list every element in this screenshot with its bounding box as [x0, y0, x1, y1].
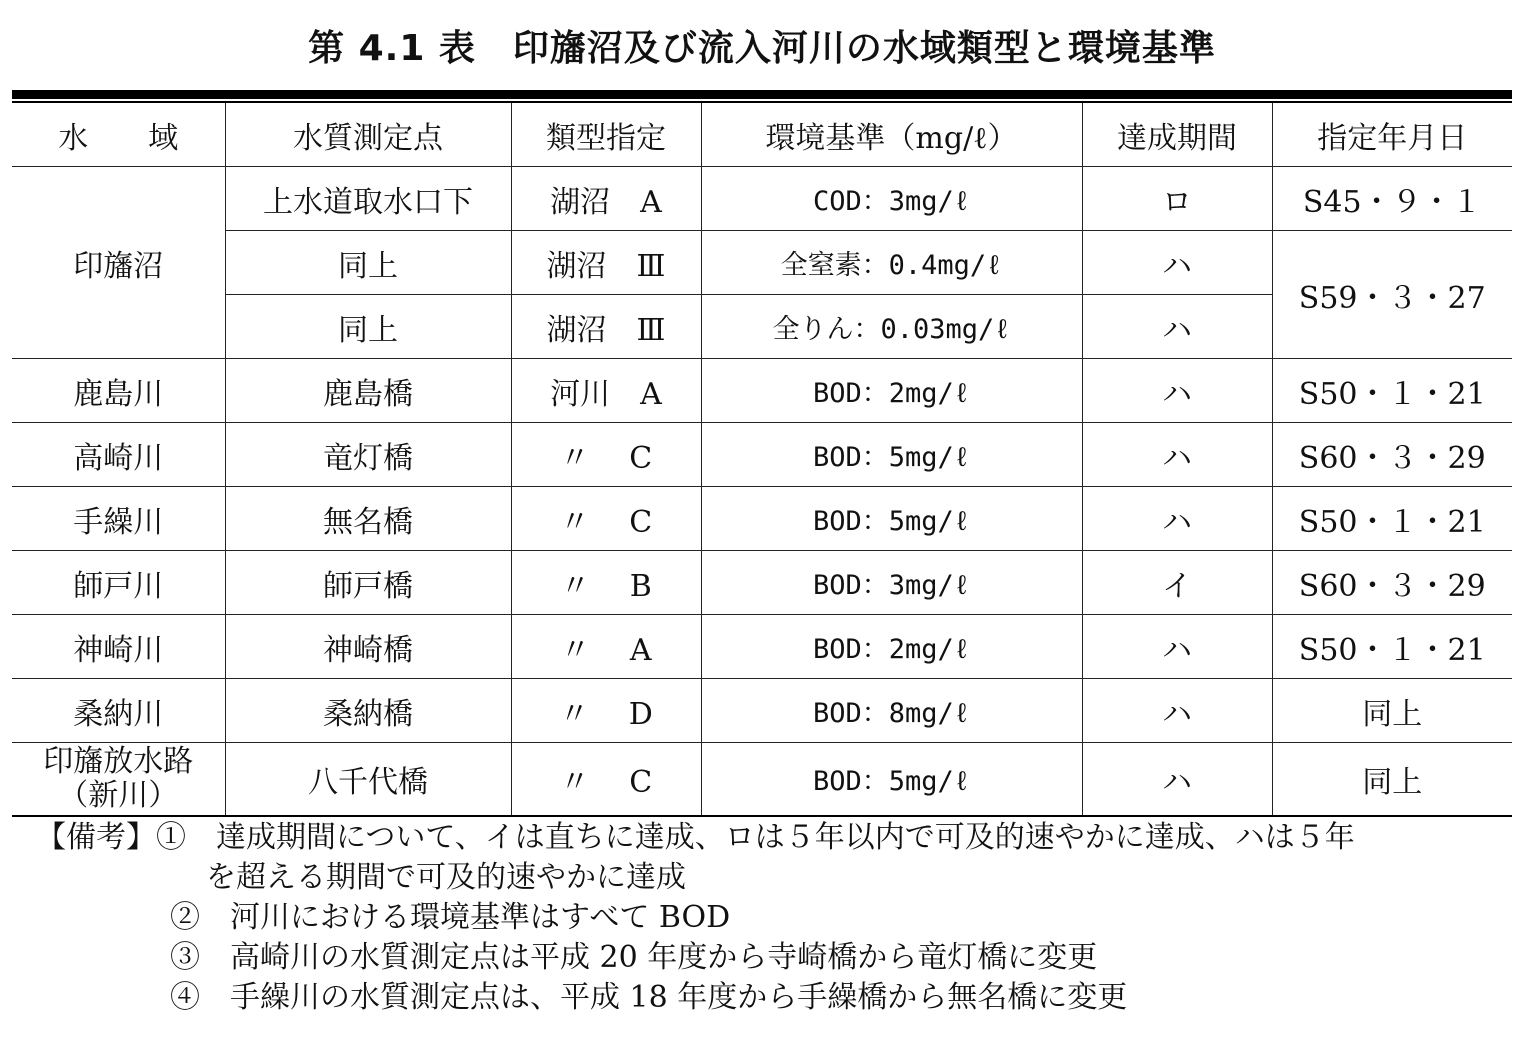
waterbody-cell: 桑納川	[12, 679, 225, 743]
waterbody-cell: 師戸川	[12, 551, 225, 615]
note-1-line-1	[36, 818, 1355, 858]
date-cell: S59・３・27	[1272, 231, 1512, 359]
point-cell: 神崎橋	[225, 615, 511, 679]
water-quality-table	[12, 103, 1512, 817]
waterbody-cell	[12, 743, 225, 817]
standard-cell: BOD：3mg/ℓ	[701, 551, 1082, 615]
point-cell: 同上	[225, 295, 511, 359]
waterbody-line2: （新川）	[58, 778, 179, 813]
note-4: ④ 手繰川の水質測定点は、平成 18 年度から手繰橋から無名橋に変更	[170, 980, 1128, 1015]
header-date: 指定年月日	[1272, 103, 1512, 167]
point-cell: 上水道取水口下	[225, 167, 511, 231]
type-cell: 湖沼 Ⅲ	[511, 231, 701, 295]
header-period: 達成期間	[1082, 103, 1272, 167]
header-type: 類型指定	[511, 103, 701, 167]
type-cell: 〃 C	[511, 743, 701, 817]
type-cell: 〃 A	[511, 615, 701, 679]
table-row	[12, 679, 1512, 743]
note-3: ③ 高崎川の水質測定点は平成 20 年度から寺崎橋から竜灯橋に変更	[170, 940, 1098, 975]
period-cell: ハ	[1082, 231, 1272, 295]
point-cell: 八千代橋	[225, 743, 511, 817]
point-cell: 同上	[225, 231, 511, 295]
period-cell: ハ	[1082, 295, 1272, 359]
note-1-text: ① 達成期間について、イは直ちに達成、ロは５年以内で可及的速やかに達成、ハは５年	[156, 820, 1355, 855]
note-1-line-2: を超える期間で可及的速やかに達成	[206, 860, 686, 895]
period-cell: ハ	[1082, 423, 1272, 487]
date-cell: 同上	[1272, 679, 1512, 743]
date-cell: S60・３・29	[1272, 423, 1512, 487]
table-row	[12, 551, 1512, 615]
waterbody-cell: 印旛沼	[12, 167, 225, 359]
standard-cell: BOD：2mg/ℓ	[701, 615, 1082, 679]
notes-section	[36, 818, 1355, 1018]
date-cell: S50・１・21	[1272, 487, 1512, 551]
point-cell: 桑納橋	[225, 679, 511, 743]
header-standard: 環境基準（mg/ℓ）	[701, 103, 1082, 167]
notes-label: 【備考】	[36, 820, 156, 855]
header-waterbody: 水 域	[12, 103, 225, 167]
note-2: ② 河川における環境基準はすべて BOD	[170, 900, 731, 935]
standard-cell: BOD：2mg/ℓ	[701, 359, 1082, 423]
table-row	[12, 423, 1512, 487]
table-title: 第 4.1 表 印旛沼及び流入河川の水域類型と環境基準	[308, 28, 1216, 69]
date-cell: 同上	[1272, 743, 1512, 817]
waterbody-line1: 印旛放水路	[43, 744, 194, 779]
period-cell: イ	[1082, 551, 1272, 615]
point-cell: 師戸橋	[225, 551, 511, 615]
table-row	[12, 743, 1512, 817]
type-cell: 湖沼 Ⅲ	[511, 295, 701, 359]
standard-cell: BOD：5mg/ℓ	[701, 743, 1082, 817]
waterbody-cell: 高崎川	[12, 423, 225, 487]
point-cell: 鹿島橋	[225, 359, 511, 423]
period-cell: ハ	[1082, 615, 1272, 679]
table-row	[12, 487, 1512, 551]
table-row	[12, 231, 1512, 295]
type-cell: 〃 C	[511, 423, 701, 487]
standard-cell: BOD：8mg/ℓ	[701, 679, 1082, 743]
waterbody-cell: 神崎川	[12, 615, 225, 679]
point-cell: 竜灯橋	[225, 423, 511, 487]
period-cell: ハ	[1082, 359, 1272, 423]
period-cell: ハ	[1082, 487, 1272, 551]
waterbody-cell: 手繰川	[12, 487, 225, 551]
table-row	[12, 615, 1512, 679]
standard-cell: BOD：5mg/ℓ	[701, 423, 1082, 487]
header-point: 水質測定点	[225, 103, 511, 167]
type-cell: 〃 B	[511, 551, 701, 615]
standard-cell: 全りん：0.03mg/ℓ	[701, 295, 1082, 359]
top-rule-thick	[12, 90, 1512, 99]
type-cell: 河川 A	[511, 359, 701, 423]
standard-cell: 全窒素：0.4mg/ℓ	[701, 231, 1082, 295]
type-cell: 〃 C	[511, 487, 701, 551]
table-row	[12, 167, 1512, 231]
date-cell: S50・１・21	[1272, 359, 1512, 423]
type-cell: 〃 D	[511, 679, 701, 743]
type-cell: 湖沼 A	[511, 167, 701, 231]
period-cell: ハ	[1082, 743, 1272, 817]
header-row	[12, 103, 1512, 167]
table-row	[12, 359, 1512, 423]
point-cell: 無名橋	[225, 487, 511, 551]
date-cell: S45・９・１	[1272, 167, 1512, 231]
period-cell: ロ	[1082, 167, 1272, 231]
standard-cell: BOD：5mg/ℓ	[701, 487, 1082, 551]
standard-cell: COD：3mg/ℓ	[701, 167, 1082, 231]
date-cell: S50・１・21	[1272, 615, 1512, 679]
waterbody-cell: 鹿島川	[12, 359, 225, 423]
date-cell: S60・３・29	[1272, 551, 1512, 615]
period-cell: ハ	[1082, 679, 1272, 743]
